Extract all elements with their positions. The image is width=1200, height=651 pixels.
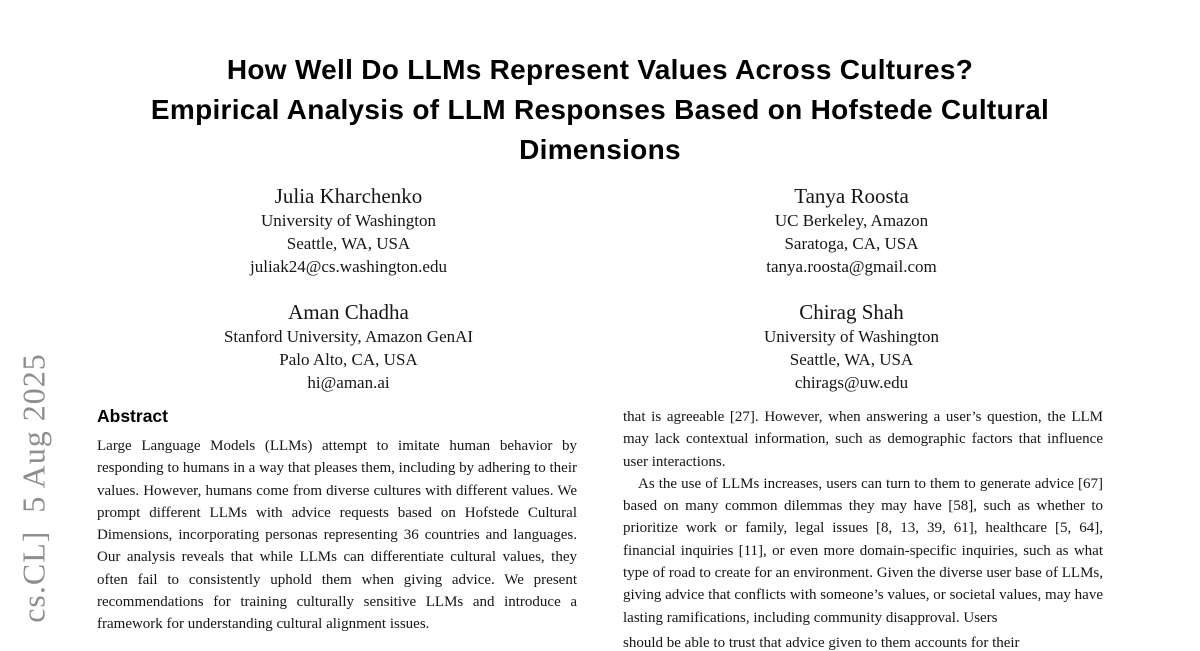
two-column-body <box>97 406 1103 651</box>
author-name: Aman Chadha <box>288 300 409 324</box>
right-column <box>623 406 1103 651</box>
paper-title-line-3: Dimensions <box>519 134 681 165</box>
author-location: Seattle, WA, USA <box>789 350 914 369</box>
author-block-4 <box>600 299 1103 394</box>
clipped-partial-line: should be able to trust that advice given to them accounts for their <box>623 634 1020 651</box>
author-email: juliak24@cs.washington.edu <box>250 257 447 276</box>
authors-section <box>97 183 1103 394</box>
author-location: Saratoga, CA, USA <box>784 234 919 253</box>
abstract-text: Large Language Models (LLMs) attempt to imitate human behavior by responding to humans in a way that pleases them, including by adhering to their values. However, humans come from diverse cultures with different values. We prompt different LLMs with advice requests based on Hofstede Cultural Dimensions, incorporating personas representing 36 countries and languages. Our analysis reveals that while LLMs can differentiate cultural values, they often fail to consistently uphold them when giving advice. We present recommendations for training culturally sensitive LLMs and introduce a framework for understanding cultural alignment issues. <box>97 438 577 633</box>
intro-paragraph: As the use of LLMs increases, users can turn to them to generate advice [67] based on many common dilemmas they may have [58], such as whether to prioritize work or family, legal issues [8, 13, 39, 61], healthcare [5, 64], financial inquiries [11], or even more domain-specific inquiries, such as what type of road to create for an environment. Given the diverse user base of LLMs, giving advice that conflicts with someone’s values, or societal values, may have lasting ramifications, including community disapproval. Users <box>623 475 1103 626</box>
author-email: hi@aman.ai <box>307 373 390 392</box>
author-block-2 <box>600 183 1103 278</box>
paper-title-line-2: Empirical Analysis of LLM Responses Based on Hofstede Cultural <box>150 94 1050 125</box>
paper-title-line-1: How Well Do LLMs Represent Values Across Cultures? <box>226 54 974 85</box>
author-email: tanya.roosta@gmail.com <box>766 257 937 276</box>
author-block-3 <box>97 299 600 394</box>
paper-title <box>60 50 1140 170</box>
author-affiliation: University of Washington <box>764 327 939 346</box>
arxiv-stamp-margin <box>10 336 58 640</box>
arxiv-stamp-text: cs.CL] 5 Aug 2025 <box>15 353 52 623</box>
author-affiliation: UC Berkeley, Amazon <box>774 211 929 230</box>
author-name: Julia Kharchenko <box>274 184 423 208</box>
author-email: chirags@uw.edu <box>794 373 909 392</box>
left-column <box>97 406 577 640</box>
author-location: Seattle, WA, USA <box>286 234 411 253</box>
author-location: Palo Alto, CA, USA <box>279 350 418 369</box>
author-affiliation: Stanford University, Amazon GenAI <box>223 327 474 346</box>
author-affiliation: University of Washington <box>261 211 436 230</box>
author-block-1 <box>97 183 600 278</box>
abstract-heading: Abstract <box>97 406 168 426</box>
author-name: Chirag Shah <box>799 300 904 324</box>
intro-paragraph-continuation: that is agreeable [27]. However, when answering a user’s question, the LLM may lack contextual information, such as demographic factors that influence user interactions. <box>623 409 1103 470</box>
author-name: Tanya Roosta <box>794 184 909 208</box>
